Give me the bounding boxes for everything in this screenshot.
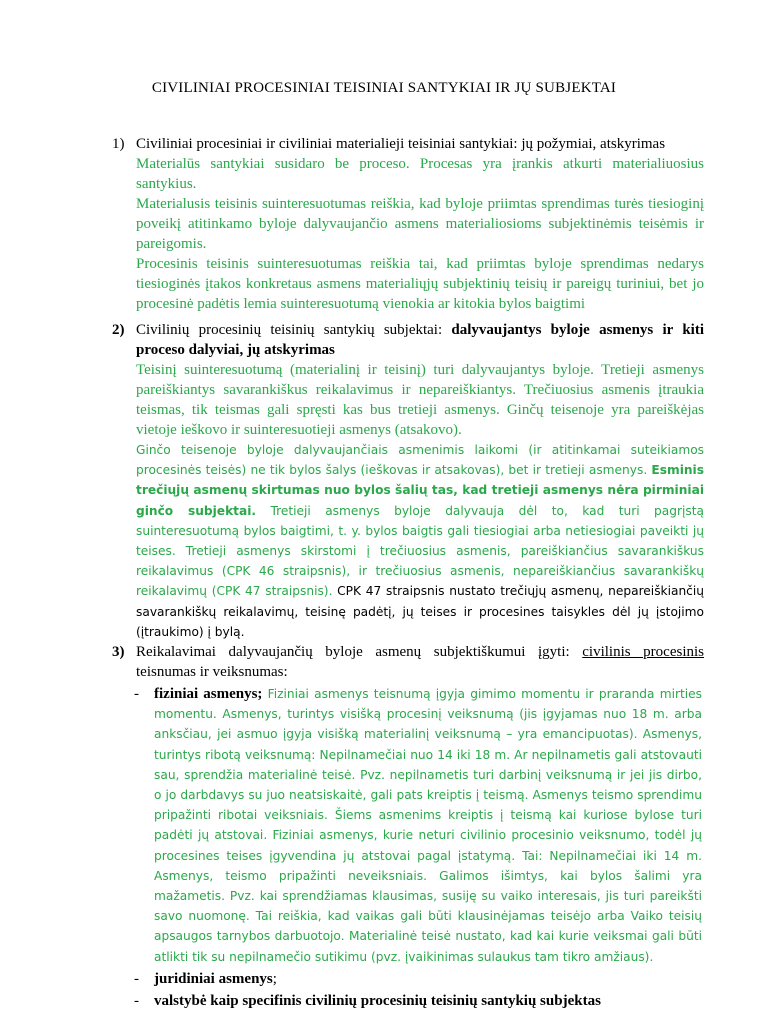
paragraph: Materialusis teisinis suinteresuotumas reiškia, kad byloje priimtas sprendimas turės tiesioginį poveikį atitinkamo byloje dalyvaujančio asmens materialiosioms subjektinėmis teisėmis ir pareigomis. — [136, 196, 704, 252]
section-heading: Civiliniai procesiniai ir civiliniai materialieji teisiniai santykiai: jų požymiai, atskyrimas — [136, 136, 666, 152]
paragraph-text: Tretieji asmenys byloje dalyvauja dėl to, kad turi pagrįstą suinteresuotumą bylos baigtimi, t. y. bylos baigtis gali tiesiogiai arba netiesiogiai paveikti jų teises. Tretieji asmenys skirstomi į trečiuosius asmenis, pareiškiančius savarankiškus reikalavimus (CPK 46 straipsnis), ir trečiuosius asmenis, nepareiškiančius savarankiškų reikalavimų (CPK 47 straipsnis). — [136, 503, 704, 599]
heading-underlined-text: civilinis procesinis — [582, 644, 705, 660]
list-item-tail: ; — [272, 970, 277, 987]
bullet-list — [134, 684, 702, 1011]
bullet-dash: - — [134, 992, 139, 1009]
list-item-text: Fiziniai asmenys teisnumą įgyja gimimo momentu ir praranda mirties momentu. Asmenys, turintys visišką procesinį veiksnumą (jis įgyjamas nuo 18 m. arba anksčiau, jei asmuo įgyja visišką materialinį veiksnumą – yra emancipuotas). Asmenys, turintys ribotą veiksnumą: Nepilnamečiai nuo 14 iki 18 m. Ar nepilnametis gali atstovauti sau, sprendžia materialinė teisė. Pvz. nepilnametis turi darbinį veiksnumą ir jei jis dirbo, o jo darbdavys su juo neatsiskaitė, gali pats kreiptis į teismą. Asmenys teismo sprendimu pripažinti ribotai veiksniais. Šiems asmenims kreiptis į teismą kai kuriose bylose turi padėti jų atstovai. Fiziniai asmenys, kurie neturi civilinio procesinio veiksnumo, todėl jų procesines teises įgyvendina jų atstovai pagal įstatymą. Tai: Nepilnamečiai iki 14 m. Asmenys, teismo pripažinti neveiksniais. Galimos išimtys, kai bylos šalimi yra mažametis. Pvz. kai sprendžiamas klausimas, susiję su vaiko interesais, jis turi pareikšti savo nuomonę. Tai reiškia, kad vaikas gali būti klausinėjamas teisėjo arba Vaiko teisių apsaugos tarnybos darbuotojo. Materialinė teisė nustato, kad kai kurie veiksmai gali būti atlikti tik su nepilnamečio sutikimu (pvz. įvaikinimas sulaukus tam tikro amžiaus). — [154, 687, 702, 964]
list-item — [134, 684, 702, 967]
list-item-body — [154, 991, 702, 1011]
heading-text: Civilinių procesinių teisinių santykių subjektai: — [136, 322, 452, 338]
list-item — [134, 969, 702, 989]
section-number: 3) — [112, 644, 125, 660]
list-item-body — [154, 969, 702, 989]
section-number: 2) — [112, 322, 125, 338]
list-item-label: juridiniai asmenys — [154, 970, 273, 987]
paragraph-text: CPK 47 straipsnis nustato trečiųjų asmenų, nepareiškiančių savarankiškų reikalavimų, teisinę padėtį, jų teises ir procesines taisykles dėl jų įstojimo (įtraukimo) į bylą. — [136, 584, 704, 639]
bullet-dash: - — [134, 686, 139, 702]
page-title: CIVILINIAI PROCESINIAI TEISINIAI SANTYKIAI IR JŲ SUBJEKTAI — [151, 80, 617, 96]
list-item-label: fiziniai asmenys; — [154, 686, 263, 702]
list-item-body — [154, 684, 702, 967]
bullet-dash: - — [134, 970, 139, 987]
paragraph-text: Ginčo teisenoje byloje dalyvaujančiais asmenimis laikomi (ir atitinkamai suteikiamos procesinės teisės) ne tik bylos šalys (ieškovas ir atsakovas), bet ir tretieji asmenys. — [136, 443, 704, 478]
list-item-label: valstybė kaip specifinis civilinių procesinių teisinių santykių subjektas — [154, 992, 601, 1009]
section-heading — [136, 320, 704, 360]
paragraph — [136, 440, 704, 642]
paragraph: Teisinį suinteresuotumą (materialinį ir teisinį) turi dalyvaujantys byloje. Tretieji asmenys pareiškiantys savarankiškus reikalavimus ir nepareiškiantys. Trečiuosius asmenis įtraukia teismas, tik teismas gali spręsti kas bus tretieji asmenys. Ginčų teisenoje yra pareiškėjas vietoje ieškovo ir suinteresuotieji asmenys (atsakovo). — [136, 362, 704, 438]
paragraph-bold-text: Esminis trečiųjų asmenų skirtumas nuo bylos šalių tas, kad tretieji asmenys nėra pirminiai ginčo subjektai. — [136, 463, 704, 518]
section-number: 1) — [112, 136, 125, 152]
paragraph: Materialūs santykiai susidaro be proceso. Procesas yra įrankis atkurti materialiuosius santykius. — [136, 156, 704, 192]
list-item — [134, 991, 702, 1011]
heading-bold-text: dalyvaujantys byloje asmenys ir kiti proceso dalyviai, jų atskyrimas — [136, 322, 704, 358]
heading-text: teisnumas ir veiksnumas: — [136, 664, 288, 680]
paragraph: Procesinis teisinis suinteresuotumas reiškia tai, kad priimtas byloje sprendimas nedarys tiesioginės įtakos konkretaus asmens materialiųjų subjektinių teisių ir pareigų turiniui, bet jo procesinė padėtis lemia suinteresuotumą vienokia ar kitokia bylos baigtimi — [136, 256, 704, 312]
section-heading — [136, 642, 704, 682]
heading-text: Reikalavimai dalyvaujančių byloje asmenų subjektiškumui įgyti: — [136, 644, 583, 660]
